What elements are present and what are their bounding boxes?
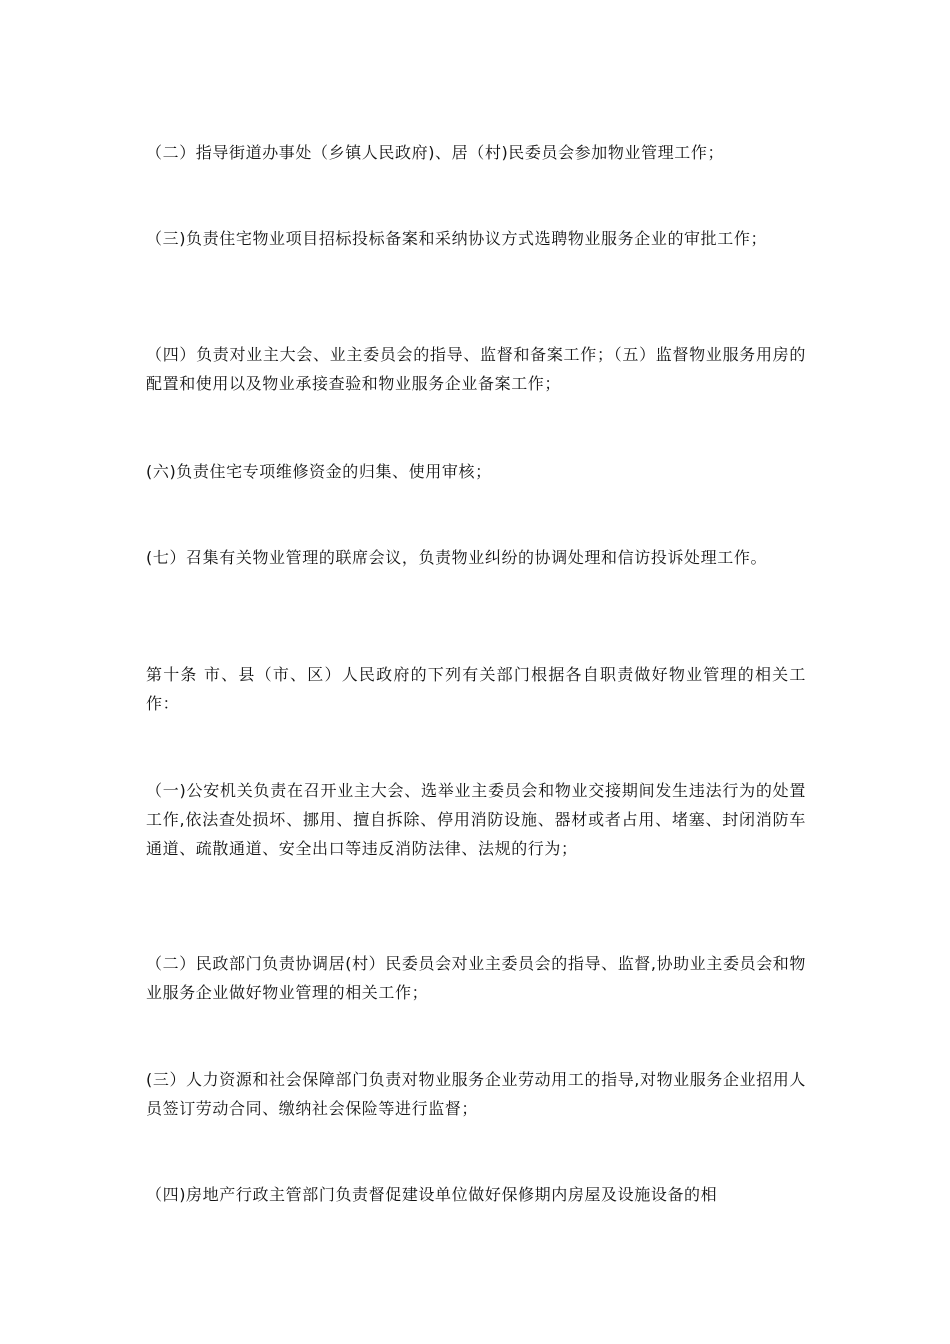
article-10-heading: 第十条 市、县（市、区）人民政府的下列有关部门根据各自职责做好物业管理的相关工作： [146, 665, 806, 713]
article-10-item-1: （一)公安机关负责在召开业主大会、选举业主委员会和物业交接期间发生违法行为的处置工作,依法查处损坏、挪用、擅自拆除、停用消防设施、器材或者占用、堵塞、封闭消防车通道、疏散通道、安全出口等违反消防法律、法规的行为； [146, 781, 806, 858]
article-10-item-4: （四)房地产行政主管部门负责督促建设单位做好保修期内房屋及设施设备的相 [146, 1185, 718, 1204]
paragraph-3: （三)负责住宅物业项目招标投标备案和采纳协议方式选聘物业服务企业的审批工作； [146, 229, 768, 248]
paragraph-7: (七）召集有关物业管理的联席会议，负责物业纠纷的协调处理和信访投诉处理工作。 [146, 548, 768, 567]
paragraph-4-5: （四）负责对业主大会、业主委员会的指导、监督和备案工作；（五）监督物业服务用房的配置和使用以及物业承接查验和物业服务企业备案工作； [146, 345, 806, 393]
article-10-item-2: （二）民政部门负责协调居(村）民委员会对业主委员会的指导、监督,协助业主委员会和物业服务企业做好物业管理的相关工作； [146, 954, 806, 1002]
article-10-item-3: (三）人力资源和社会保障部门负责对物业服务企业劳动用工的指导,对物业服务企业招用人员签订劳动合同、缴纳社会保险等进行监督； [146, 1070, 806, 1118]
paragraph-2: （二）指导街道办事处（乡镇人民政府)、居（村)民委员会参加物业管理工作； [146, 143, 725, 162]
paragraph-6: (六)负责住宅专项维修资金的归集、使用审核； [146, 462, 492, 481]
